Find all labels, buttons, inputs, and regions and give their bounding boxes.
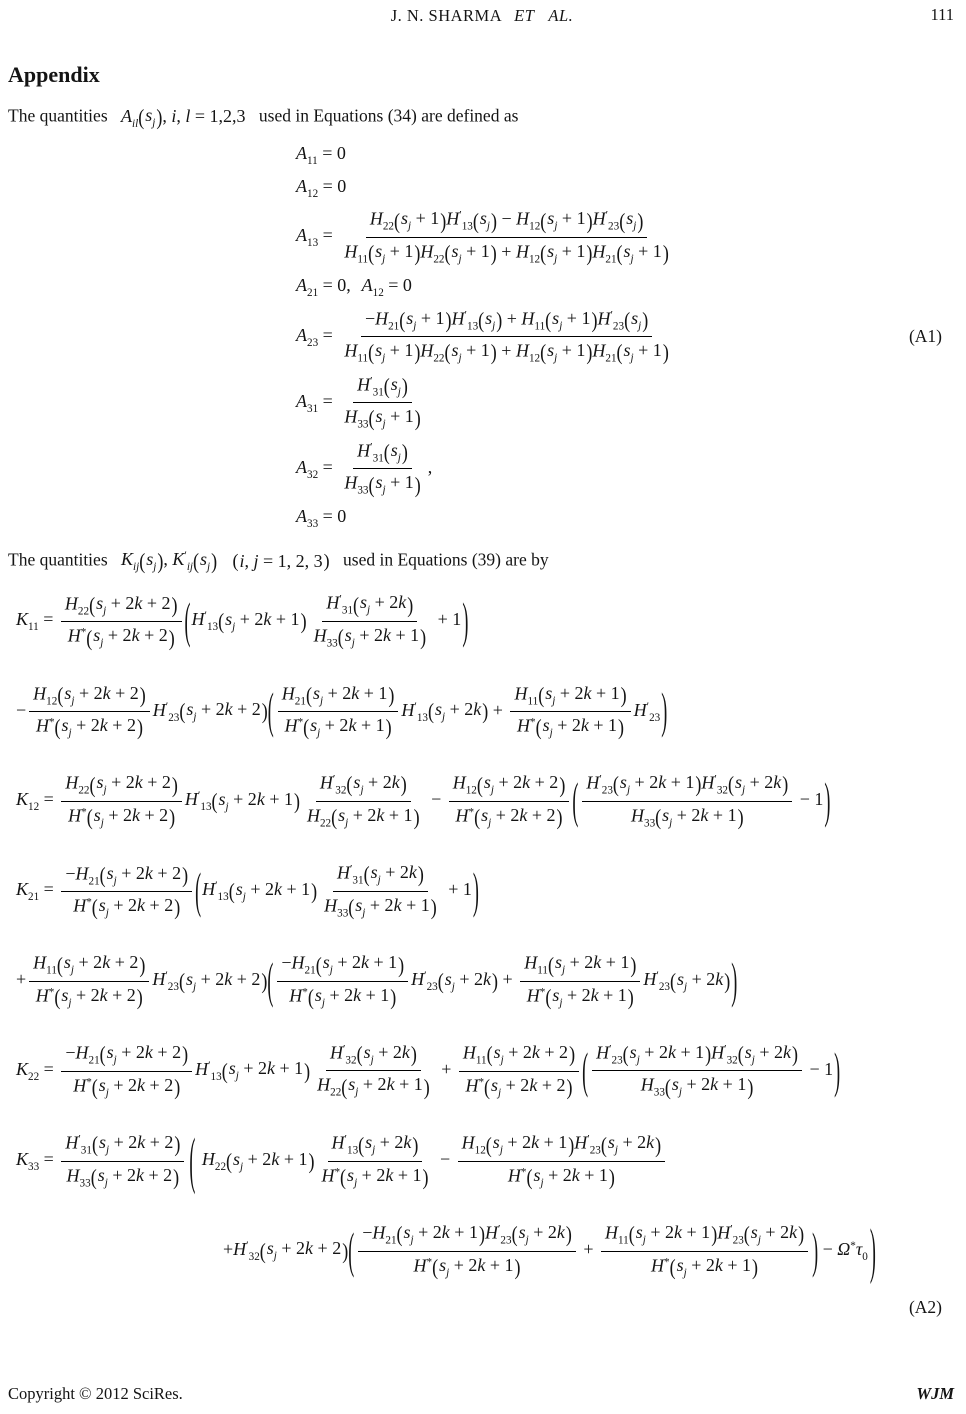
equation-block-a1 <box>8 142 956 532</box>
copyright-text: Copyright © 2012 SciRes. <box>8 1384 183 1403</box>
page-number: 111 <box>930 5 954 24</box>
equation-a12: $A_{12} = 0$ <box>296 175 347 200</box>
intro-a-math: $A_{il}$ ( $s_j$ ) , i, l = 1,2,3 <box>121 104 246 130</box>
equation-k21-line1: $K_{21}$ = $-H_{21}$ ( $s_j + 2k + 2$ ) H* ( $s_j + 2k + 2$ ) ( $H'_{13}$ ( $s_j + 2k + 1$ ) $H'_{31}$ ( $s_j + 2k$ ) $H_{33}$ ( $s_j + 2k + 1$ ) + 1 ) <box>16 861 479 920</box>
equation-a23: (A1) $A_{23}$ = $-H_{21}$ ( $s_j + 1$ ) $H'_{13}$ ( $s_j$ ) + $H_{11}$ ( $s_j + 1$ ) $H'_{23}$ ( $s_j$ ) $H_{11}$ ( $s_j + 1$ ) $H_{22}$ ( $s_j + 1$ ) + $H_{12}$ ( $s_j + 1$ ) $H_{21}$ ( $s_j + 1$ ) <box>296 307 942 365</box>
equation-a13: $A_{13}$ = $H_{22}$ ( $s_j + 1$ ) $H'_{13}$ ( $s_j$ ) − $H_{12}$ ( $s_j + 1$ ) $H'_{23}$ ( $s_j$ ) $H_{11}$ ( $s_j + 1$ ) $H_{22}$ ( $s_j + 1$ ) + $H_{12}$ ( $s_j + 1$ ) $H_{21}$ ( $s_j + 1$ ) <box>296 208 669 266</box>
intro-a-post: used in Equations (34) are defined as <box>258 105 519 126</box>
intro-paragraph-a <box>8 104 956 132</box>
running-head-etal: ET AL. <box>514 6 574 25</box>
running-head <box>8 6 956 26</box>
equation-k11-line1: $K_{11}$ = $H_{22}$ ( $s_j + 2k + 2$ ) H* ( $s_j + 2k + 2$ ) ( $H'_{13}$ ( $s_j + 2k + 1$ ) $H'_{31}$ ( $s_j + 2k$ ) $H_{33}$ ( $s_j + 2k + 1$ ) + 1 ) <box>16 592 469 650</box>
equation-a33: $A_{33} = 0$ <box>296 505 347 530</box>
equation-k11-line2: − $H_{12}$ ( $s_j + 2k + 2$ ) H* ( $s_j + 2k + 2$ ) $H'_{23}$ ( $s_j + 2k + 2$ ) ( $H_{21}$ ( $s_j + 2k + 1$ ) H* ( $s_j + 2k + 1$ ) $H'_{13}$ ( $s_j + 2k$ ) + $H_{11}$ ( $s_j + 2k + 1$ ) H* ( $s_j + 2k + 1$ ) $H'_{23}$ ) <box>16 682 668 740</box>
equation-a32: $A_{32}$ = $H'_{31}$ ( $s_j$ ) $H_{33}$ ( $s_j + 1$ ) , <box>296 439 433 497</box>
equation-block-a2 <box>8 591 956 1317</box>
intro-a-pre: The quantities <box>8 105 108 126</box>
equation-label-a2: (A2) <box>908 1296 942 1317</box>
equation-k33-line2: $+H'_{32}$ ( $s_j + 2k + 2$ ) ( $-H_{21}$ ( $s_j + 2k + 1$ ) $H'_{23}$ ( $s_j + 2k$ ) H* ( $s_j + 2k + 1$ ) + $H_{11}$ ( $s_j + 2k + 1$ ) $H'_{23}$ ( $s_j + 2k$ ) H* ( $s_j + 2k + 1$ ) ) − $\Omega^*\tau_0$ ) <box>223 1215 876 1285</box>
equation-k21-line2: + $H_{11}$ ( $s_j + 2k + 2$ ) H* ( $s_j + 2k + 2$ ) $H'_{23}$ ( $s_j + 2k + 2$ ) ( $-H_{21}$ ( $s_j + 2k + 1$ ) H* ( $s_j + 2k + 1$ ) $H'_{23}$ ( $s_j + 2k$ ) + $H_{11}$ ( $s_j + 2k + 1$ ) H* ( $s_j + 2k + 1$ ) $H'_{23}$ ( $s_j + 2k$ ) ) <box>16 952 738 1010</box>
equation-a21-a12: $A_{21} = 0$, $A_{12} = 0$ <box>296 274 412 299</box>
intro-paragraph-k <box>8 548 956 576</box>
intro-k-math: $K_{ij}$ ( $s_j$ ) , $K'_{ij}$ ( $s_j$ ) ( i, j = 1, 2, 3 ) <box>121 548 330 574</box>
equation-k33-line1: $K_{33}$ = $H'_{31}$ ( $s_j + 2k + 2$ ) $H_{33}$ ( $s_j + 2k + 2$ ) ( $H_{22}$ ( $s_j + 2k + 1$ ) $H'_{13}$ ( $s_j + 2k$ ) H* ( $s_j + 2k + 1$ ) − $H_{12}$ ( $s_j + 2k + 1$ ) $H'_{23}$ ( $s_j + 2k$ ) H* ( $s_j + 2k + 1$ ) <box>16 1131 956 1191</box>
intro-k-pre: The quantities <box>8 549 108 570</box>
equation-a31: $A_{31}$ = $H'_{31}$ ( $s_j$ ) $H_{33}$ ( $s_j + 1$ ) <box>296 373 421 431</box>
equation-k22: $K_{22}$ = $-H_{21}$ ( $s_j + 2k + 2$ ) H* ( $s_j + 2k + 2$ ) $H'_{13}$ ( $s_j + 2k + 1$ ) $H'_{32}$ ( $s_j + 2k$ ) $H_{22}$ ( $s_j + 2k + 1$ ) + $H_{11}$ ( $s_j + 2k + 2$ ) H* ( $s_j + 2k + 2$ ) ( $H'_{23}$ ( $s_j + 2k + 1$ ) $H'_{32}$ ( $s_j + 2k$ ) $H_{33}$ ( $s_j + 2k + 1$ ) − 1 ) <box>16 1041 841 1100</box>
equation-k12: $K_{12}$ = $H_{22}$ ( $s_j + 2k + 2$ ) H* ( $s_j + 2k + 2$ ) $H'_{13}$ ( $s_j + 2k + 1$ ) $H'_{32}$ ( $s_j + 2k$ ) $H_{22}$ ( $s_j + 2k + 1$ ) − $H_{12}$ ( $s_j + 2k + 2$ ) H* ( $s_j + 2k + 2$ ) ( $H'_{23}$ ( $s_j + 2k + 1$ ) $H'_{32}$ ( $s_j + 2k$ ) $H_{33}$ ( $s_j + 2k + 1$ ) − 1 ) <box>16 771 831 830</box>
appendix-heading: Appendix <box>8 62 100 87</box>
equation-label-a1: (A1) <box>908 325 942 346</box>
running-head-authors: J. N. SHARMA <box>390 6 503 25</box>
page-footer <box>8 1384 954 1404</box>
equation-a11: $A_{11} = 0$ <box>296 142 346 167</box>
journal-abbreviation: WJM <box>916 1384 954 1403</box>
intro-k-post: used in Equations (39) are by <box>343 549 549 570</box>
